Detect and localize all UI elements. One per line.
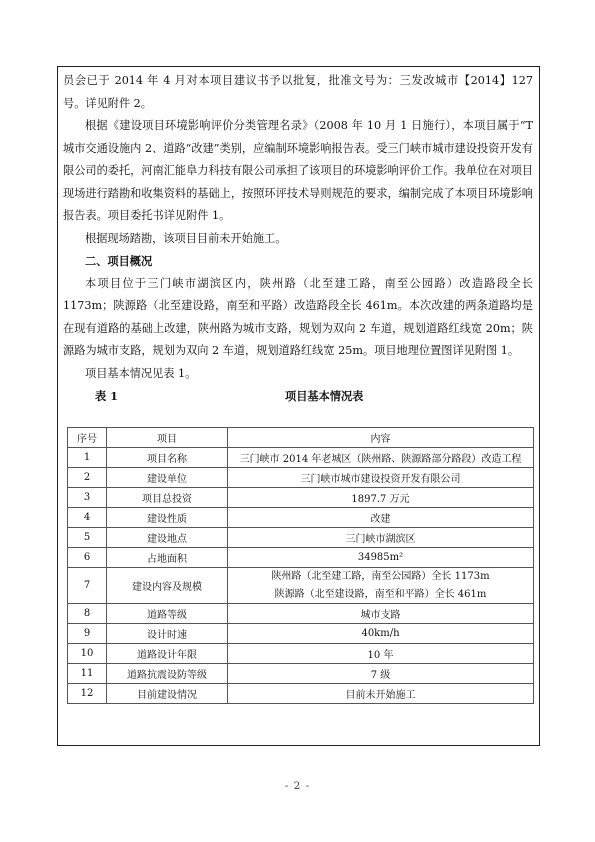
row-content: 10 年 [228, 644, 534, 664]
header-item: 项目 [107, 428, 228, 448]
row-no: 8 [68, 604, 107, 624]
row-no: 10 [68, 644, 107, 664]
row-item: 设计时速 [107, 624, 228, 644]
table-row [68, 644, 534, 664]
table-row [68, 548, 534, 568]
project-info-table [67, 427, 534, 704]
row-item: 项目名称 [107, 448, 228, 468]
row-item: 建设单位 [107, 468, 228, 488]
row-content: 三门峡市城市建设投资开发有限公司 [228, 468, 534, 488]
table-row [68, 488, 534, 508]
row-item: 建设性质 [107, 508, 228, 528]
row-content-line: 陕源路（北至建设路，南至和平路）全长 461m [274, 588, 487, 600]
paragraph-overview: 本项目位于三门峡市湖滨区内，陕州路（北至建工路，南至公园路）改造路段全长 1173m；陕源路（北至建设路，南至和平路）改造路段全长 461m。本次改建的两条道路均是在现有道路的基础上改建，陕州路为城市支路，规划为双向 2 车道，规划道路红线宽 20m；陕源路为城市支路，规划为双向 2 车道，规划道路红线宽 25m。项目地理位置图详见附图 1。 [63, 276, 533, 357]
row-content: 改建 [228, 508, 534, 528]
table-caption-title: 项目基本情况表 [285, 389, 364, 403]
row-no: 7 [68, 568, 107, 604]
row-content: 三门峡市 2014 年老城区（陕州路、陕源路部分路段）改造工程 [228, 448, 534, 468]
row-content [228, 568, 534, 604]
table-row [68, 468, 534, 488]
row-no: 11 [68, 664, 107, 684]
table-row [68, 624, 534, 644]
table-row [68, 568, 534, 604]
row-item: 建设地点 [107, 528, 228, 548]
row-content: 三门峡市湖滨区 [228, 528, 534, 548]
paragraph-classification: 根据《建设项目环境影响评价分类管理名录》（2008 年 10 月 1 日施行），本项目属于“T 城市交通设施内 2、道路“改建”类别，应编制环境影响报告表。受三门峡市城市建设投资开发有限公司的委托，河南汇能阜力科技有限公司承担了该项目的环境影响评价工作。我单位在对项目现场进行踏勘和收集资料的基础上，按照环评技术导则规范的要求，编制完成了本项目环境影响报告表。项目委托书详见附件 1。 [63, 119, 533, 222]
section-heading: 二、项目概况 [85, 254, 153, 268]
row-no: 12 [68, 684, 107, 704]
row-content: 目前未开始施工 [228, 684, 534, 704]
table-header-row [68, 428, 534, 448]
row-content: 40km/h [228, 624, 534, 644]
row-no: 9 [68, 624, 107, 644]
row-item: 项目总投资 [107, 488, 228, 508]
header-content: 内容 [228, 428, 534, 448]
row-content: 7 级 [228, 664, 534, 684]
table-row [68, 684, 534, 704]
paragraph-site-status: 根据现场踏勘，该项目目前未开始施工。 [85, 231, 287, 245]
page-number: - 2 - [284, 780, 311, 792]
table-caption [63, 385, 533, 407]
row-content: 34985m² [228, 548, 534, 568]
row-item: 道路设计年限 [107, 644, 228, 664]
row-no: 3 [68, 488, 107, 508]
row-item: 占地面积 [107, 548, 228, 568]
table-row [68, 664, 534, 684]
row-no: 5 [68, 528, 107, 548]
table-row [68, 448, 534, 468]
table-row [68, 604, 534, 624]
row-item: 道路抗震设防等级 [107, 664, 228, 684]
row-item: 目前建设情况 [107, 684, 228, 704]
table-row [68, 528, 534, 548]
row-content: 城市支路 [228, 604, 534, 624]
row-item: 道路等级 [107, 604, 228, 624]
table-caption-number: 表 1 [95, 389, 118, 403]
row-no: 4 [68, 508, 107, 528]
row-no: 1 [68, 448, 107, 468]
row-item: 建设内容及规模 [107, 568, 228, 604]
row-content-line: 陕州路（北至建工路，南至公园路）全长 1173m [271, 571, 490, 582]
paragraph-table-ref: 项目基本情况见表 1。 [85, 366, 197, 380]
row-no: 6 [68, 548, 107, 568]
row-content: 1897.7 万元 [228, 488, 534, 508]
row-no: 2 [68, 468, 107, 488]
table-row [68, 508, 534, 528]
paragraph-approval: 员会已于 2014 年 4 月对本项目建议书予以批复，批准文号为：三发改城市【2014】127 号。详见附件 2。 [63, 74, 533, 110]
header-no: 序号 [68, 428, 107, 448]
document-body [63, 70, 533, 407]
